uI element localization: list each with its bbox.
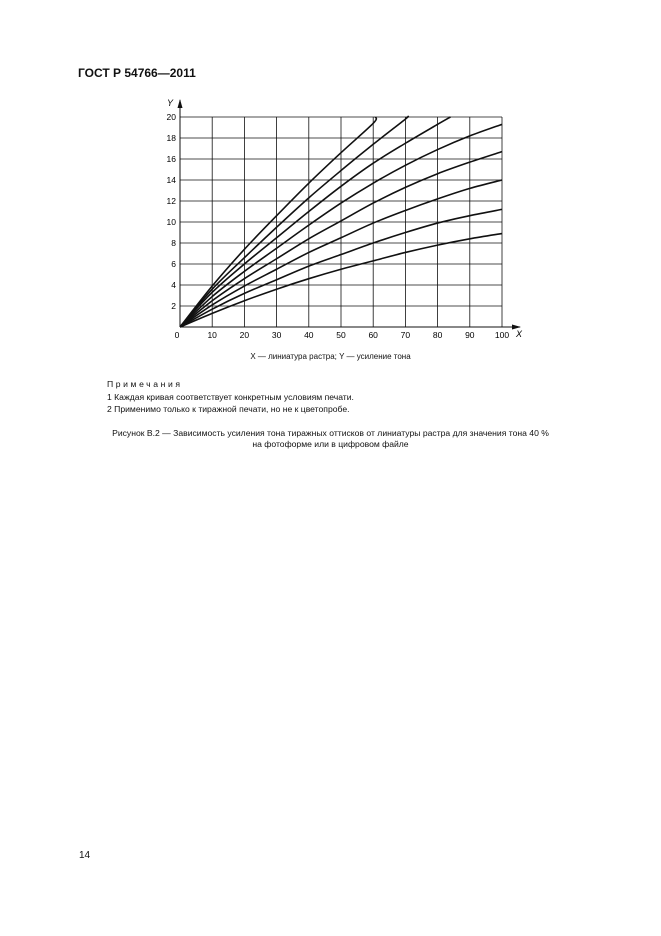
note-item: 1 Каждая кривая соответствует конкретным условиям печати. (107, 391, 354, 402)
x-tick-label: 100 (494, 330, 510, 340)
notes-block (107, 378, 354, 416)
tone-gain-chart (0, 0, 661, 360)
figure-caption-line: Рисунок В.2 — Зависимость усиления тона тиражных оттисков от линиатуры растра для значения тона 40 % (112, 428, 549, 438)
figure-caption-line: на фотоформе или в цифровом файле (252, 439, 409, 449)
document-header: ГОСТ Р 54766—2011 (78, 66, 196, 80)
y-tick-label: 20 (166, 112, 176, 122)
x-tick-label: 0 (174, 330, 180, 340)
x-tick-label: 70 (400, 330, 411, 340)
page-number: 14 (79, 850, 91, 861)
y-tick-label: 4 (171, 280, 176, 290)
x-tick-label: 80 (432, 330, 443, 340)
x-tick-label: 30 (271, 330, 282, 340)
y-axis-arrow (178, 99, 183, 108)
y-tick-label: 8 (171, 238, 176, 248)
x-axis-label: X (515, 329, 523, 339)
note-item: 2 Применимо только к тиражной печати, но не к цветопробе. (107, 404, 350, 414)
y-tick-label: 16 (166, 154, 176, 164)
y-tick-label: 6 (171, 259, 176, 269)
y-tick-label: 18 (166, 133, 176, 143)
y-tick-label: 12 (166, 196, 176, 206)
x-tick-label: 40 (304, 330, 314, 340)
x-tick-label: 10 (207, 330, 217, 340)
y-tick-label: 10 (166, 217, 176, 227)
figure-caption (40, 428, 621, 450)
y-axis-label: Y (166, 98, 174, 108)
notes-title: Примечания (107, 379, 183, 389)
x-tick-label: 60 (368, 330, 378, 340)
axis-legend-caption: X — линиатура растра; Y — усиление тона (250, 352, 411, 361)
y-tick-label: 2 (171, 301, 176, 311)
x-tick-label: 90 (465, 330, 475, 340)
x-tick-label: 50 (336, 330, 346, 340)
y-tick-label: 14 (166, 175, 176, 185)
x-tick-label: 20 (239, 330, 250, 340)
